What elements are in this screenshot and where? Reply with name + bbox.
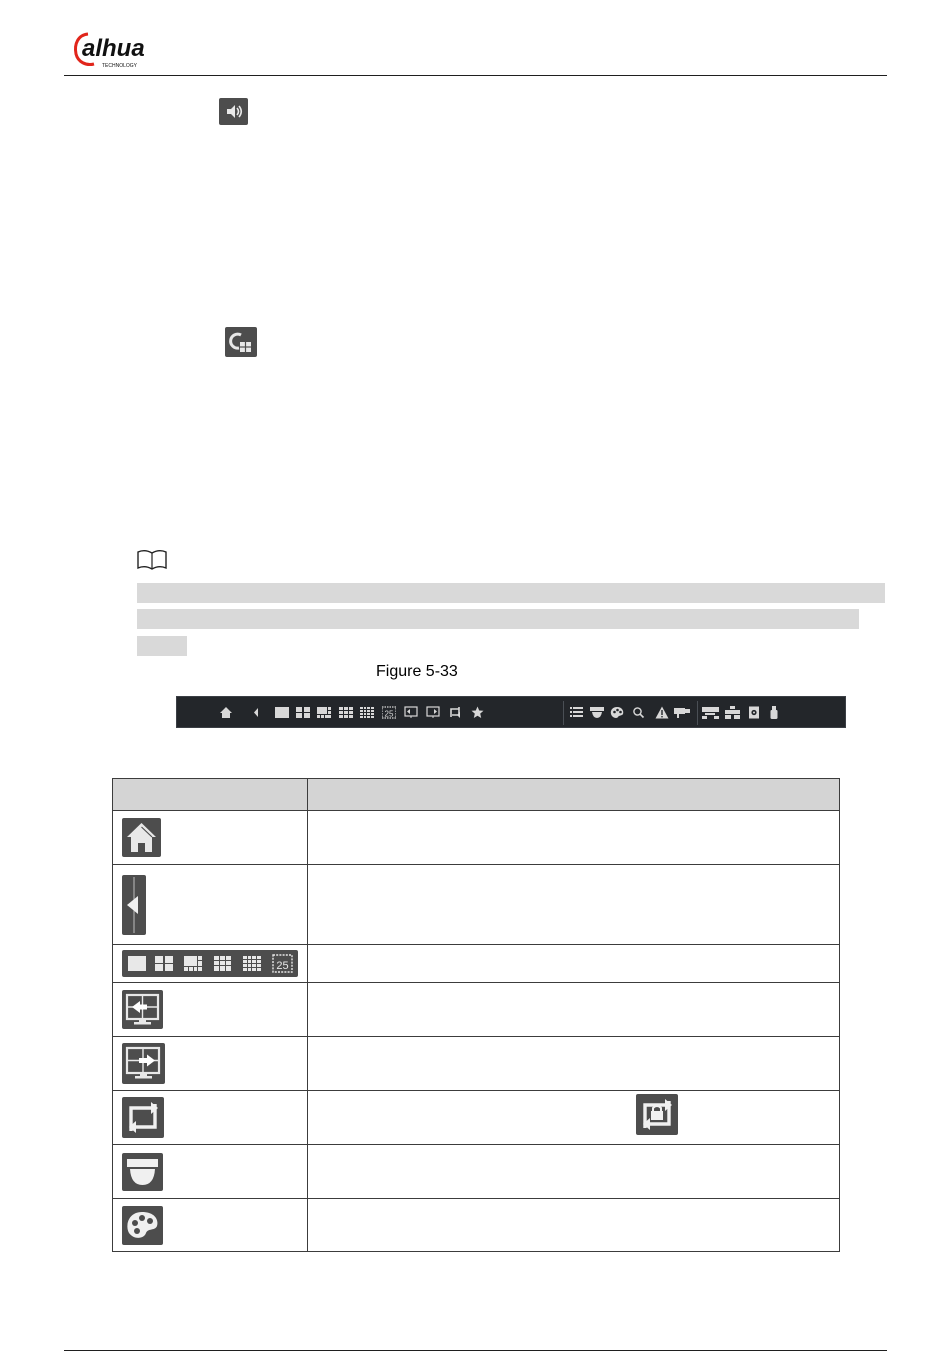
home-icon[interactable] [219, 706, 233, 719]
table-header-row [113, 779, 840, 811]
table-cell-description [308, 1037, 840, 1091]
collapse-arrow-icon[interactable] [253, 706, 259, 719]
note-book-icon [136, 549, 168, 571]
icon-description-table [112, 778, 840, 1252]
svg-text:25: 25 [384, 709, 394, 719]
tour-icon[interactable] [448, 706, 463, 719]
split-1-icon[interactable] [275, 706, 289, 719]
hdd-manager-icon[interactable] [725, 706, 740, 719]
split-8-icon[interactable] [317, 706, 331, 719]
previous-screen-icon[interactable] [404, 706, 418, 719]
table-header-description [308, 779, 840, 811]
color-icon[interactable] [610, 706, 624, 719]
search-icon[interactable] [632, 706, 645, 719]
split-screen-icons [122, 950, 298, 977]
table-cell-description [308, 1091, 840, 1145]
tour-icon [122, 1097, 164, 1138]
table-cell-description [308, 945, 840, 983]
usb-icon[interactable] [770, 706, 778, 719]
next-screen-icon [122, 1043, 165, 1084]
split-16-icon[interactable] [360, 706, 374, 719]
table-row [113, 865, 840, 945]
collapse-arrow-icon [122, 875, 146, 935]
note-line-3 [137, 636, 187, 656]
table-row [113, 1145, 840, 1199]
channel-switch-icon [225, 327, 257, 357]
logo-wordmark: alhua [82, 35, 145, 62]
color-icon [122, 1206, 163, 1245]
list-icon[interactable] [570, 706, 583, 719]
svg-text:25: 25 [276, 960, 289, 972]
table-cell-description [308, 1145, 840, 1199]
ptz-icon [122, 1153, 163, 1191]
footer-divider [64, 1350, 887, 1351]
dahua-logo [72, 30, 184, 70]
split-25-icon[interactable] [382, 706, 396, 719]
navigation-bar [176, 696, 846, 728]
ptz-icon[interactable] [590, 706, 604, 719]
favorites-icon[interactable] [471, 706, 484, 719]
table-cell-description [308, 811, 840, 865]
network-icon[interactable] [702, 706, 719, 719]
table-row [113, 983, 840, 1037]
note-line-2 [137, 609, 859, 629]
table-row [113, 1091, 840, 1145]
table-cell-description [308, 983, 840, 1037]
note-line-1 [137, 583, 885, 603]
table-cell-description [308, 1199, 840, 1252]
next-screen-icon[interactable] [426, 706, 440, 719]
figure-caption: Figure 5-33 [376, 663, 458, 680]
alarm-icon[interactable] [655, 706, 669, 719]
split-9-icon[interactable] [339, 706, 353, 719]
toolbar-separator [697, 701, 698, 725]
table-row [113, 811, 840, 865]
table-row [113, 1199, 840, 1252]
previous-screen-icon [122, 990, 163, 1029]
split-4-icon[interactable] [296, 706, 310, 719]
audio-icon [219, 98, 248, 125]
logo-tagline: TECHNOLOGY [102, 63, 138, 69]
tour-locked-icon [636, 1094, 678, 1135]
table-cell-description [308, 865, 840, 945]
toolbar-separator [563, 701, 564, 725]
camera-registration-icon[interactable] [674, 706, 690, 719]
table-header-icon [113, 779, 308, 811]
usb-manager-icon[interactable] [748, 706, 760, 719]
table-row [113, 945, 840, 983]
home-icon [122, 818, 161, 857]
header-divider [64, 75, 887, 76]
table-row [113, 1037, 840, 1091]
